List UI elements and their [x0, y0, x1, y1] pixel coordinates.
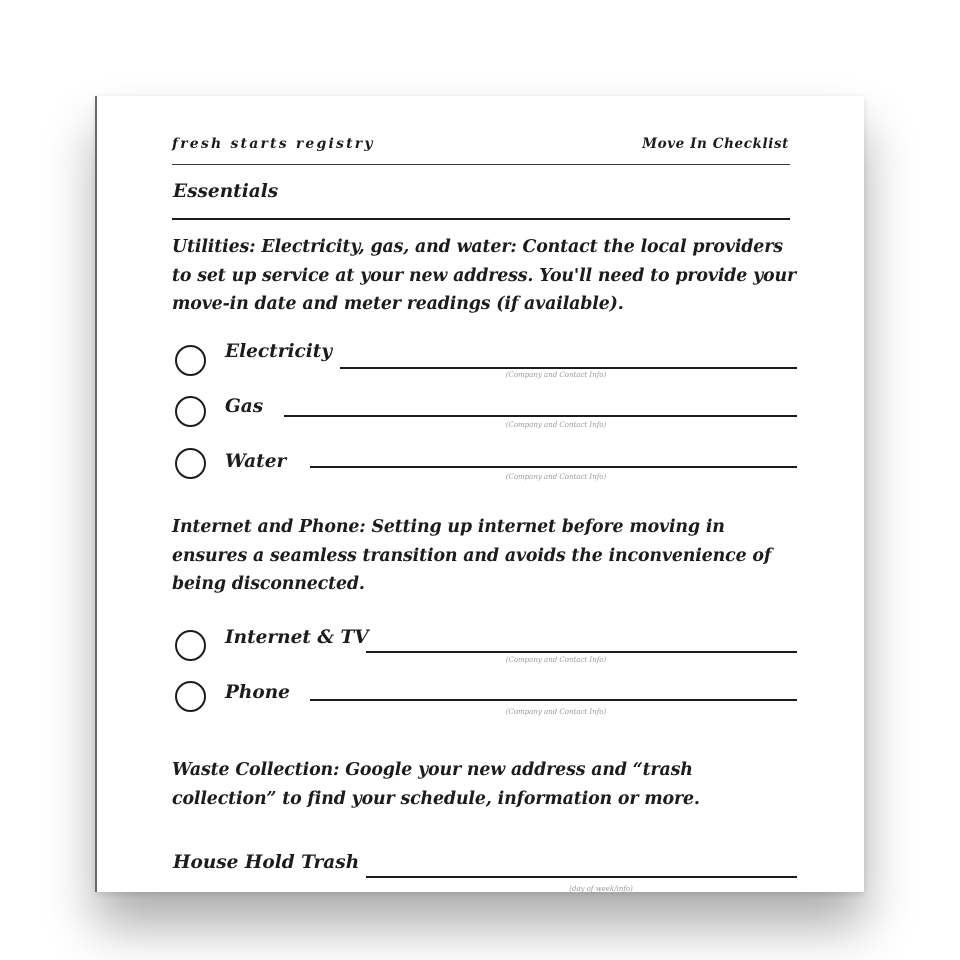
page-left-edge [95, 96, 97, 892]
phone-hint: (Company and Contact Info) [505, 708, 607, 716]
electricity-label: Electricity [225, 341, 333, 362]
water-label: Water [225, 451, 287, 472]
household-trash-label: House Hold Trash [173, 852, 360, 873]
internet-tv-input-line[interactable] [366, 651, 797, 653]
header-divider [172, 164, 790, 165]
gas-input-line[interactable] [284, 415, 797, 417]
household-trash-input-line[interactable] [366, 876, 797, 878]
electricity-input-line[interactable] [340, 367, 797, 369]
electricity-checkbox[interactable] [175, 345, 206, 376]
water-input-line[interactable] [310, 466, 797, 468]
household-trash-hint: (day of week/info) [569, 885, 633, 893]
gas-checkbox[interactable] [175, 396, 206, 427]
phone-checkbox[interactable] [175, 681, 206, 712]
section-title: Essentials [173, 181, 279, 202]
water-checkbox[interactable] [175, 448, 206, 479]
utilities-description: Utilities: Electricity, gas, and water: Contact the local providers to set up service at your new address. You'll need to provide your move-in date and meter readings (if available). [172, 237, 797, 314]
phone-label: Phone [225, 682, 290, 703]
internet-tv-checkbox[interactable] [175, 630, 206, 661]
gas-label: Gas [225, 396, 264, 417]
brand-name: fresh starts registry [172, 136, 375, 152]
water-hint: (Company and Contact Info) [505, 473, 607, 481]
gas-hint: (Company and Contact Info) [505, 421, 607, 429]
internet-tv-label: Internet & TV [225, 627, 369, 648]
electricity-hint: (Company and Contact Info) [505, 371, 607, 379]
phone-input-line[interactable] [310, 699, 797, 701]
internet-tv-hint: (Company and Contact Info) [505, 656, 607, 664]
document-title: Move In Checklist [642, 136, 789, 152]
waste-description: Waste Collection: Google your new address and “trash collection” to find your schedule, information or more. [172, 760, 700, 809]
internet-description: Internet and Phone: Setting up internet before moving in ensures a seamless transition and avoids the inconvenience of being disconnected. [172, 517, 772, 594]
section-divider [172, 218, 790, 220]
